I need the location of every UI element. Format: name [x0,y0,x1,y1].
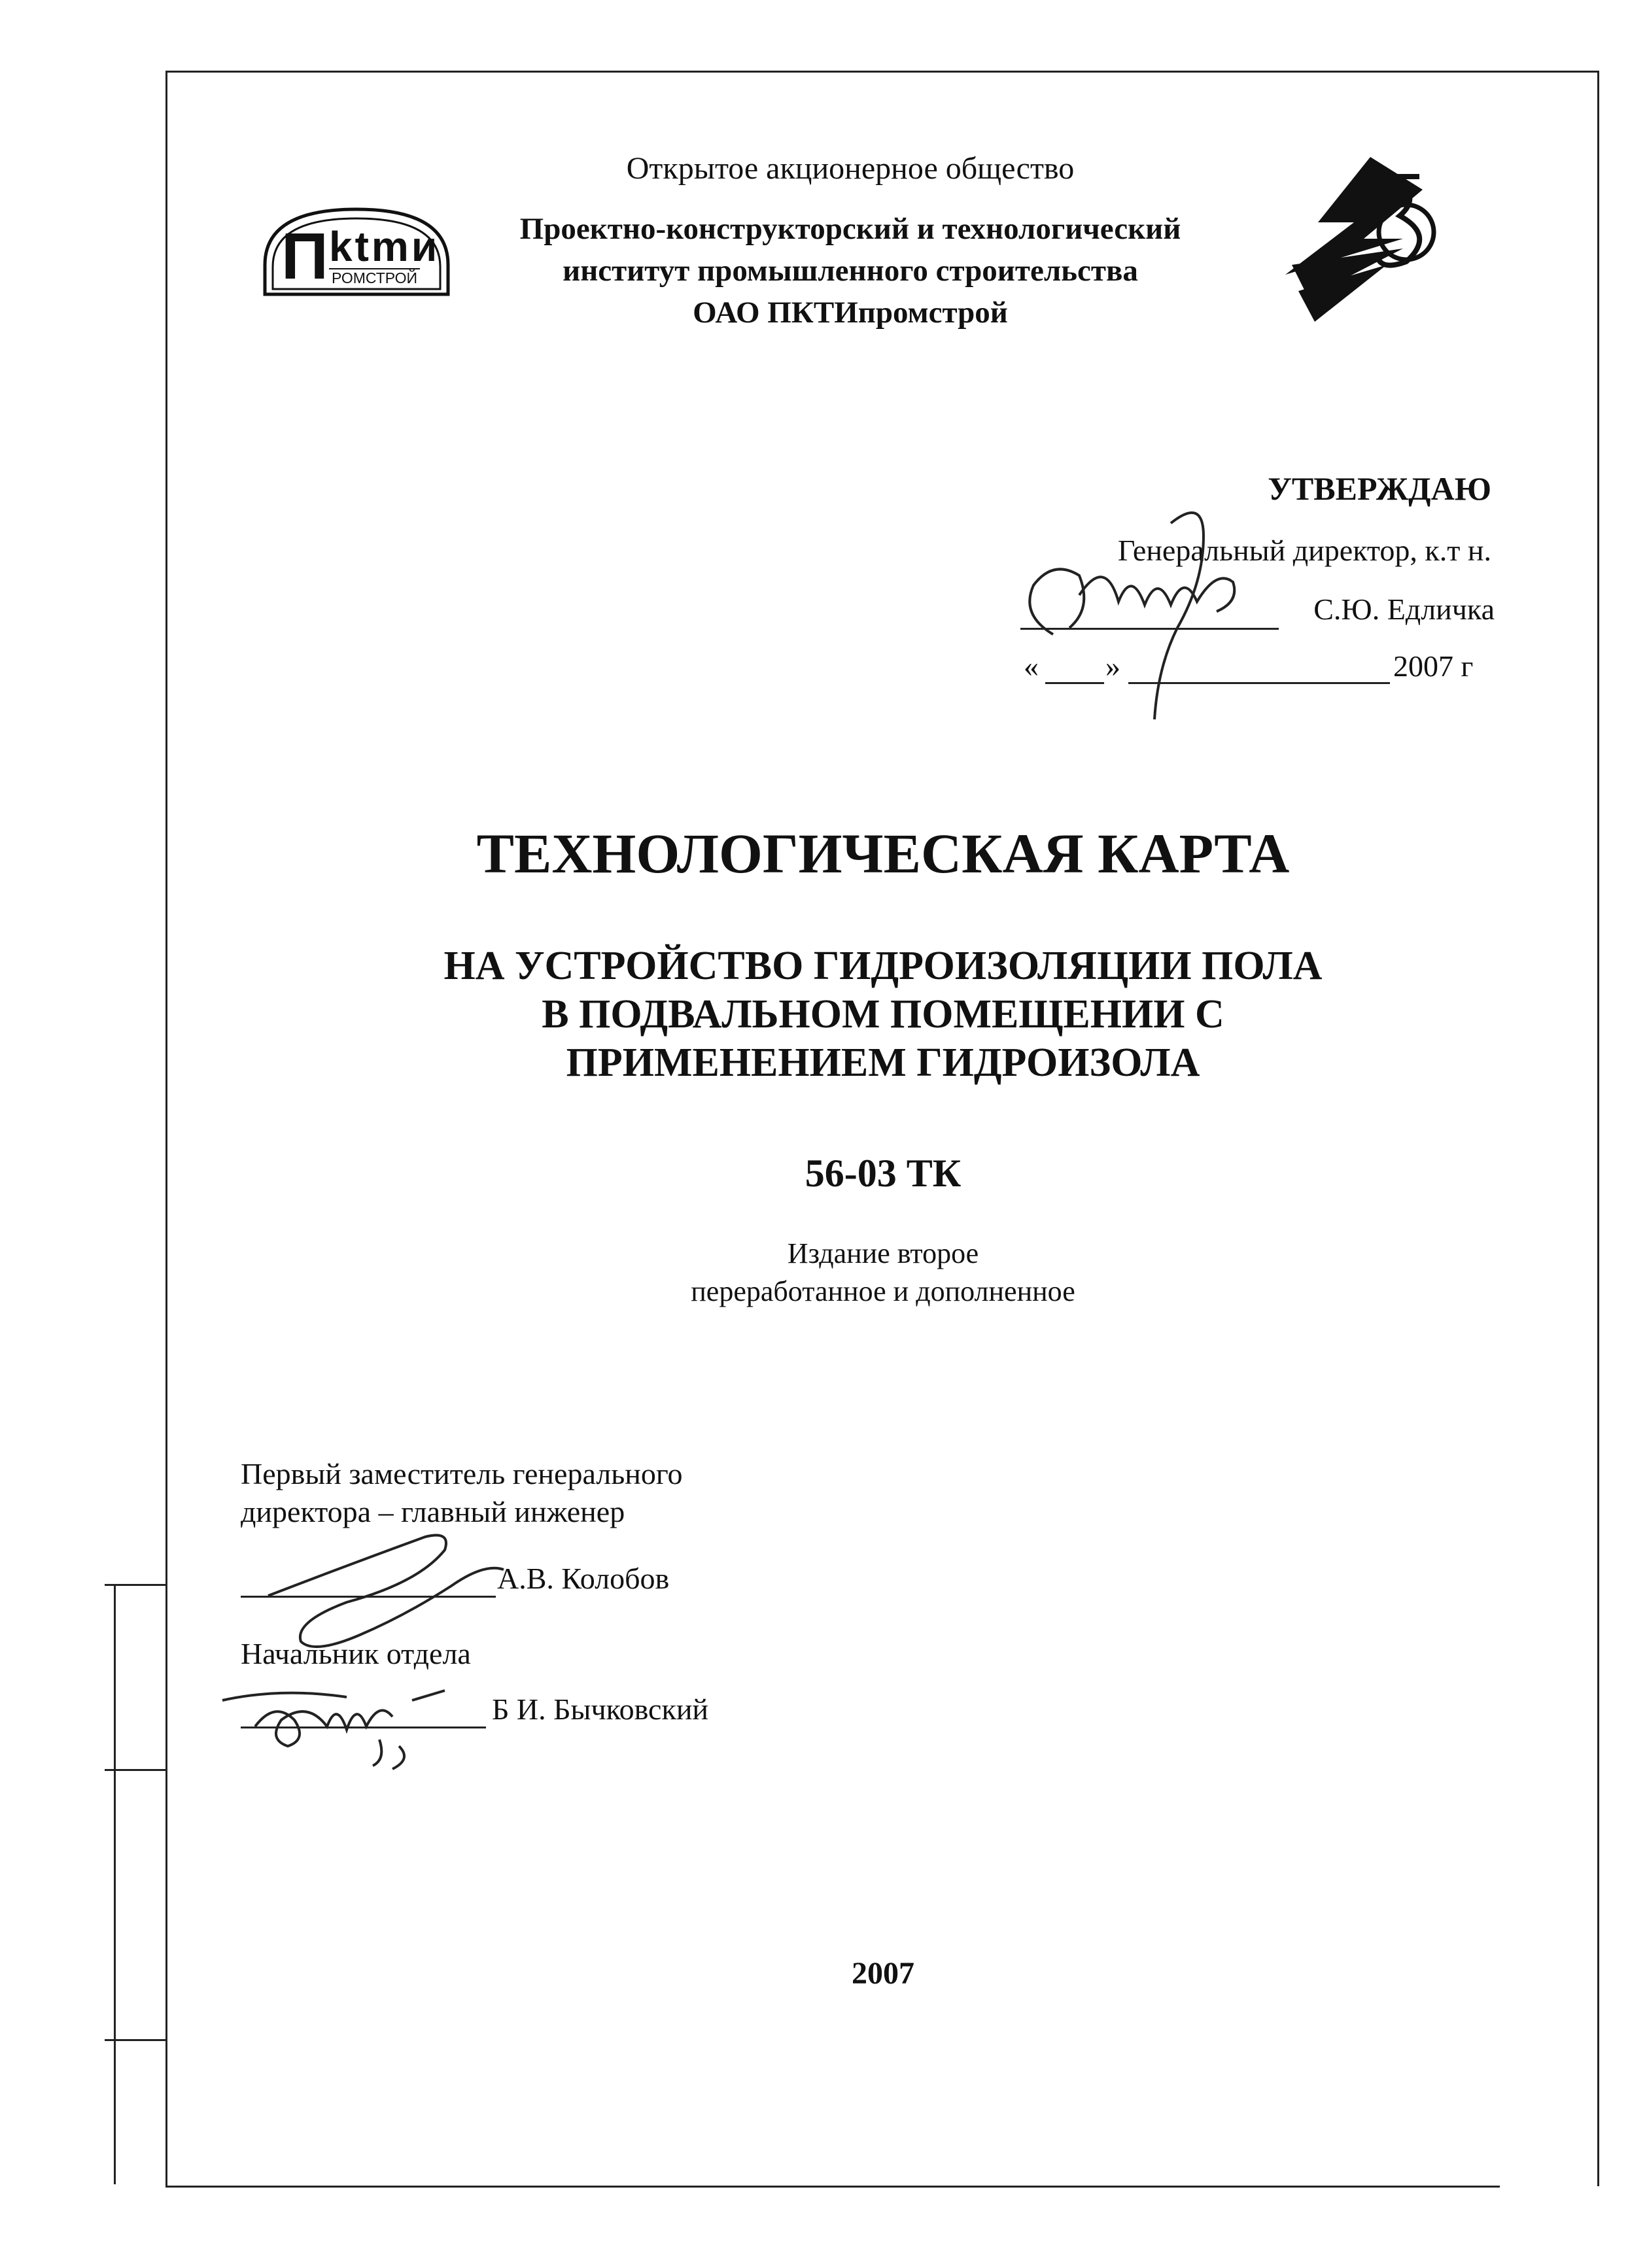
signatory-title [241,1455,683,1531]
edition-line: Издание второе [787,1237,979,1269]
approval-year: 2007 г [1393,649,1474,683]
approval-heading: УТВЕРЖДАЮ [1268,470,1491,507]
subtitle-line: НА УСТРОЙСТВО ГИДРОИЗОЛЯЦИИ ПОЛА [443,944,1323,988]
signatory-title-line: директора – главный инженер [241,1495,625,1528]
publication-year: 2007 [852,1956,914,1991]
logo-subtext: РОМСТРОЙ [329,268,420,286]
edition-note [523,1235,1243,1311]
page-frame [165,71,1599,2186]
approval-date-close: » [1105,649,1120,683]
approval-position: Генеральный директор, к.т н. [1117,534,1491,567]
left-margin-line [114,1584,116,2184]
document-subtitle [301,942,1465,1087]
subtitle-line: В ПОДВАЛЬНОМ ПОМЕЩЕНИИ С [542,992,1224,1037]
frame-bottom-line [165,2186,1500,2188]
document-title: ТЕХНОЛОГИЧЕСКАЯ КАРТА [476,822,1290,885]
company-logo [252,196,461,301]
document-code: 56-03 ТК [805,1152,962,1195]
signatory-title-line: Первый заместитель генерального [241,1457,683,1490]
signature-icon [216,1661,504,1779]
signatory-name: А.В. Колобов [497,1562,670,1595]
institute-line: ОАО ПКТИпромстрой [693,296,1008,330]
logo-big-letter: П [281,220,328,293]
emblem-icon [1272,150,1455,327]
signatory-title-line: Начальник отдела [241,1637,471,1670]
edition-line: переработанное и дополненное [691,1275,1075,1307]
approval-signature-icon [1007,497,1282,732]
subtitle-line: ПРИМЕНЕНИЕМ ГИДРОИЗОЛА [566,1040,1200,1085]
approval-name: С.Ю. Едличка [1313,593,1495,626]
logo-letters: ktmи [329,223,440,270]
approval-date-open: « [1024,649,1039,683]
institute-name [458,208,1243,334]
institute-line: институт промышленного строительства [563,254,1138,288]
signatory-name: Б И. Бычковский [492,1692,709,1726]
institute-line: Проектно-конструкторский и технологический [519,212,1181,246]
organization-type: Открытое акционерное общество [626,151,1075,186]
